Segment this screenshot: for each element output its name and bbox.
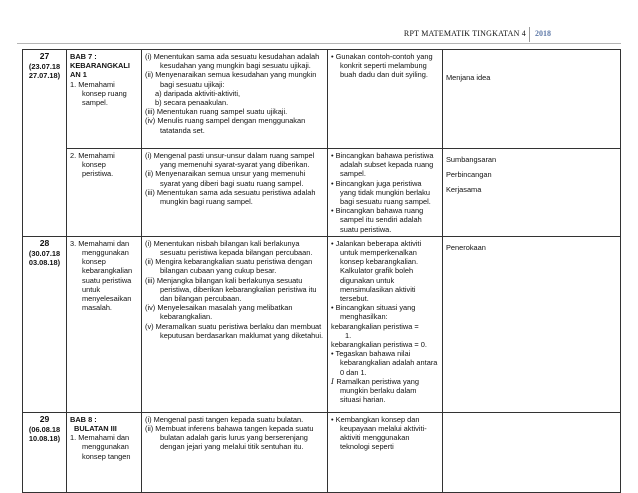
- values-cell: [443, 412, 621, 492]
- outcome-item: (i) Mengenal pasti tangen kepada suatu bulatan.: [145, 414, 304, 424]
- learning-area-cell: [67, 149, 142, 237]
- handwritten-mark: I: [331, 376, 337, 386]
- learning-area-cell: [67, 236, 142, 412]
- objective-line: 1. Memahami: [70, 79, 115, 89]
- outcome-item: (iii) Menentukan sama ada sesuatu peristiwa adalah mungkin bagi ruang sampel.: [145, 187, 316, 207]
- outcomes-cell: [142, 50, 328, 149]
- objective-line: menggunakan: [82, 248, 129, 258]
- objective-line: konsep tangen: [82, 451, 131, 461]
- document-year: 2018: [535, 29, 551, 38]
- chapter-name: KEBARANGKALI: [70, 61, 130, 71]
- note-text: Gunakan contoh-contoh yang konkrit seperti melambung buah dadu dan duit syiling.: [335, 52, 433, 80]
- note-text: Bincangkan bahawa peristiwa adalah subset kepada ruang sampel.: [335, 151, 434, 179]
- objective-line: 2. Memahami: [70, 151, 115, 160]
- week-date-start: (23.07.18: [28, 62, 61, 72]
- value-item: Perbincangan: [446, 170, 492, 180]
- week-number: 29: [39, 413, 50, 424]
- learning-area-cell: [67, 50, 142, 149]
- header-rule: [17, 43, 621, 44]
- week-date-start: (06.08.18: [28, 425, 61, 435]
- note-item: • Kembangkan konsep dan keupayaan melalui aktiviti-aktiviti menggunakan teknologi seperti: [331, 414, 427, 452]
- note-item: • Bincangkan juga peristiwa yang tidak mungkin berlaku bagi sesuatu ruang sampel.: [331, 178, 431, 207]
- notes-cell: [328, 412, 443, 492]
- note-item: • Tegaskan bahawa nilai kebarangkalian adalah antara 0 dan 1.: [331, 349, 438, 377]
- chapter-name-cont: AN 1: [70, 70, 87, 80]
- header-divider: [529, 27, 530, 42]
- objective-line: kebarangkalian: [82, 266, 133, 276]
- objective-line: menyelesaikan: [82, 294, 132, 304]
- value-item: Kerjasama: [446, 185, 482, 195]
- value-item: Menjana idea: [446, 73, 491, 82]
- notes-cell: [328, 149, 443, 237]
- week-date-start: (30.07.18: [28, 249, 61, 259]
- outcome-item: (iv) Menulis ruang sampel dengan menggunakan tatatanda set.: [145, 116, 306, 135]
- chapter-name: BULATAN III: [74, 424, 117, 434]
- outcomes-cell: [142, 236, 328, 412]
- document-title: RPT MATEMATIK TINGKATAN 4: [403, 29, 526, 38]
- notes-cell: [328, 236, 443, 412]
- objective-line: untuk: [82, 284, 101, 294]
- objective-line: suatu peristiwa: [82, 275, 132, 285]
- outcome-item: (v) Meramalkan suatu peristiwa berlaku dan membuat keputusan berdasarkan maklumat yang diketahui.: [145, 321, 324, 340]
- objective-line: menggunakan: [82, 442, 129, 452]
- outcome-item: (i) Menentukan nisbah bilangan kali berlakunya sesuatu peristiwa kepada bilangan percubaan.: [145, 238, 313, 258]
- outcome-item: (iv) Menyelesaikan masalah yang melibatkan kebarangkalian.: [145, 303, 293, 322]
- objective-line: konsep ruang: [82, 88, 127, 98]
- objective-line: peristiwa.: [82, 169, 114, 179]
- note-item: • Bincangkan bahawa peristiwa adalah subset kepada ruang sampel.: [331, 151, 434, 179]
- note-text: Bincangkan bahawa ruang sampel itu sendiri adalah suatu peristiwa.: [335, 206, 424, 234]
- table-row: [23, 236, 621, 412]
- values-cell: [443, 50, 621, 149]
- note-text: Jalankan beberapa aktiviti untuk memperkenalkan konsep kebarangkalian. Kalkulator grafik boleh digunakan untuk mensimulasikan aktiviti tersebut.: [335, 238, 422, 304]
- notes-cell: [328, 50, 443, 149]
- outcome-item: (ii) Mengira kebarangkalian suatu peristiwa dengan bilangan cubaan yang cukup besar.: [145, 257, 313, 276]
- outcome-subitem: b) secara penaakulan.: [155, 98, 229, 108]
- note-item: • Bincangkan situasi yang menghasilkan:: [331, 303, 416, 322]
- note-text: Bincangkan situasi yang menghasilkan:: [335, 303, 416, 322]
- note-line: kebarangkalian peristiwa = 0.: [331, 340, 427, 350]
- chapter-title: BAB 7 :: [70, 52, 97, 61]
- note-text: Tegaskan bahawa nilai kebarangkalian adalah antara 0 dan 1.: [335, 349, 438, 377]
- objective-line: konsep: [82, 160, 106, 170]
- note-text: Bincangkan juga peristiwa yang tidak mungkin berlaku bagi sesuatu ruang sampel.: [335, 178, 431, 207]
- week-date-end: 10.08.18): [28, 434, 61, 444]
- week-cell: [23, 50, 67, 237]
- table-row: [23, 50, 621, 149]
- value-item: Penerokaan: [446, 242, 486, 252]
- outcome-item: (iii) Menentukan ruang sampel suatu ujikaji.: [145, 107, 288, 117]
- note-line: 1.: [345, 330, 352, 340]
- week-date-end: 27.07.18): [28, 71, 61, 81]
- week-number: 27: [39, 51, 50, 61]
- objective-line: 1. Memahami dan: [70, 433, 130, 443]
- outcome-item: (ii) Menyenaraikan semua kesudahan yang mungkin bagi sesuatu ujikaji:: [145, 70, 317, 89]
- objective-line: sampel.: [82, 98, 108, 108]
- outcome-item: (iii) Menjangka bilangan kali berlakunya sesuatu peristiwa, diberikan kebarangkalian peristiwa itu dan bilangan percubaan.: [145, 275, 317, 304]
- value-item: Sumbangsaran: [446, 155, 497, 164]
- note-line: kebarangkalian peristiwa =: [331, 321, 419, 331]
- outcomes-cell: [142, 412, 328, 492]
- note-item: • Jalankan beberapa aktiviti untuk memperkenalkan konsep kebarangkalian. Kalkulator grafik boleh digunakan untuk mensimulasikan aktiviti tersebut.: [331, 238, 422, 304]
- learning-area-cell: [67, 412, 142, 492]
- rpt-table: [22, 49, 621, 493]
- week-number: 28: [39, 237, 50, 248]
- outcome-item: (ii) Menyenaraikan semua unsur yang memenuhi syarat yang diberi bagi suatu ruang sampel.: [145, 169, 306, 188]
- objective-line: 3. Memahami dan: [70, 238, 130, 248]
- values-cell: [443, 149, 621, 237]
- table-row: [23, 149, 621, 237]
- outcome-subitem: a) daripada aktiviti-aktiviti,: [155, 88, 241, 98]
- week-cell: [23, 412, 67, 492]
- outcomes-cell: [142, 149, 328, 237]
- note-item: [331, 377, 439, 405]
- week-cell: [23, 236, 67, 412]
- note-text: Kembangkan konsep dan keupayaan melalui aktiviti-aktiviti menggunakan teknologi seperti: [335, 414, 427, 452]
- table-row: [23, 412, 621, 492]
- values-cell: [443, 236, 621, 412]
- note-text: Ramalkan peristiwa yang mungkin berlaku dalam situasi harian.: [336, 376, 419, 405]
- objective-line: masalah.: [82, 303, 112, 313]
- note-item: • Gunakan contoh-contoh yang konkrit seperti melambung buah dadu dan duit syiling.: [331, 52, 433, 80]
- outcome-item: (i) Mengenal pasti unsur-unsur dalam ruang sampel yang memenuhi syarat-syarat yang diberikan.: [145, 151, 315, 170]
- page-header: [0, 0, 638, 50]
- week-date-end: 03.08.18): [28, 258, 61, 268]
- outcome-item: (i) Menentukan sama ada sesuatu kesudahan adalah kesudahan yang mungkin bagi sesuatu ujikaji.: [145, 52, 320, 71]
- chapter-title: BAB 8 :: [70, 414, 97, 424]
- note-item: • Bincangkan bahawa ruang sampel itu sendiri adalah suatu peristiwa.: [331, 206, 424, 234]
- objective-line: konsep: [82, 257, 106, 267]
- outcome-item: (ii) Membuat inferens bahawa tangen kepada suatu bulatan adalah garis lurus yang berserenjang dengan jejari yang melalui titik sentuhan itu.: [145, 424, 314, 452]
